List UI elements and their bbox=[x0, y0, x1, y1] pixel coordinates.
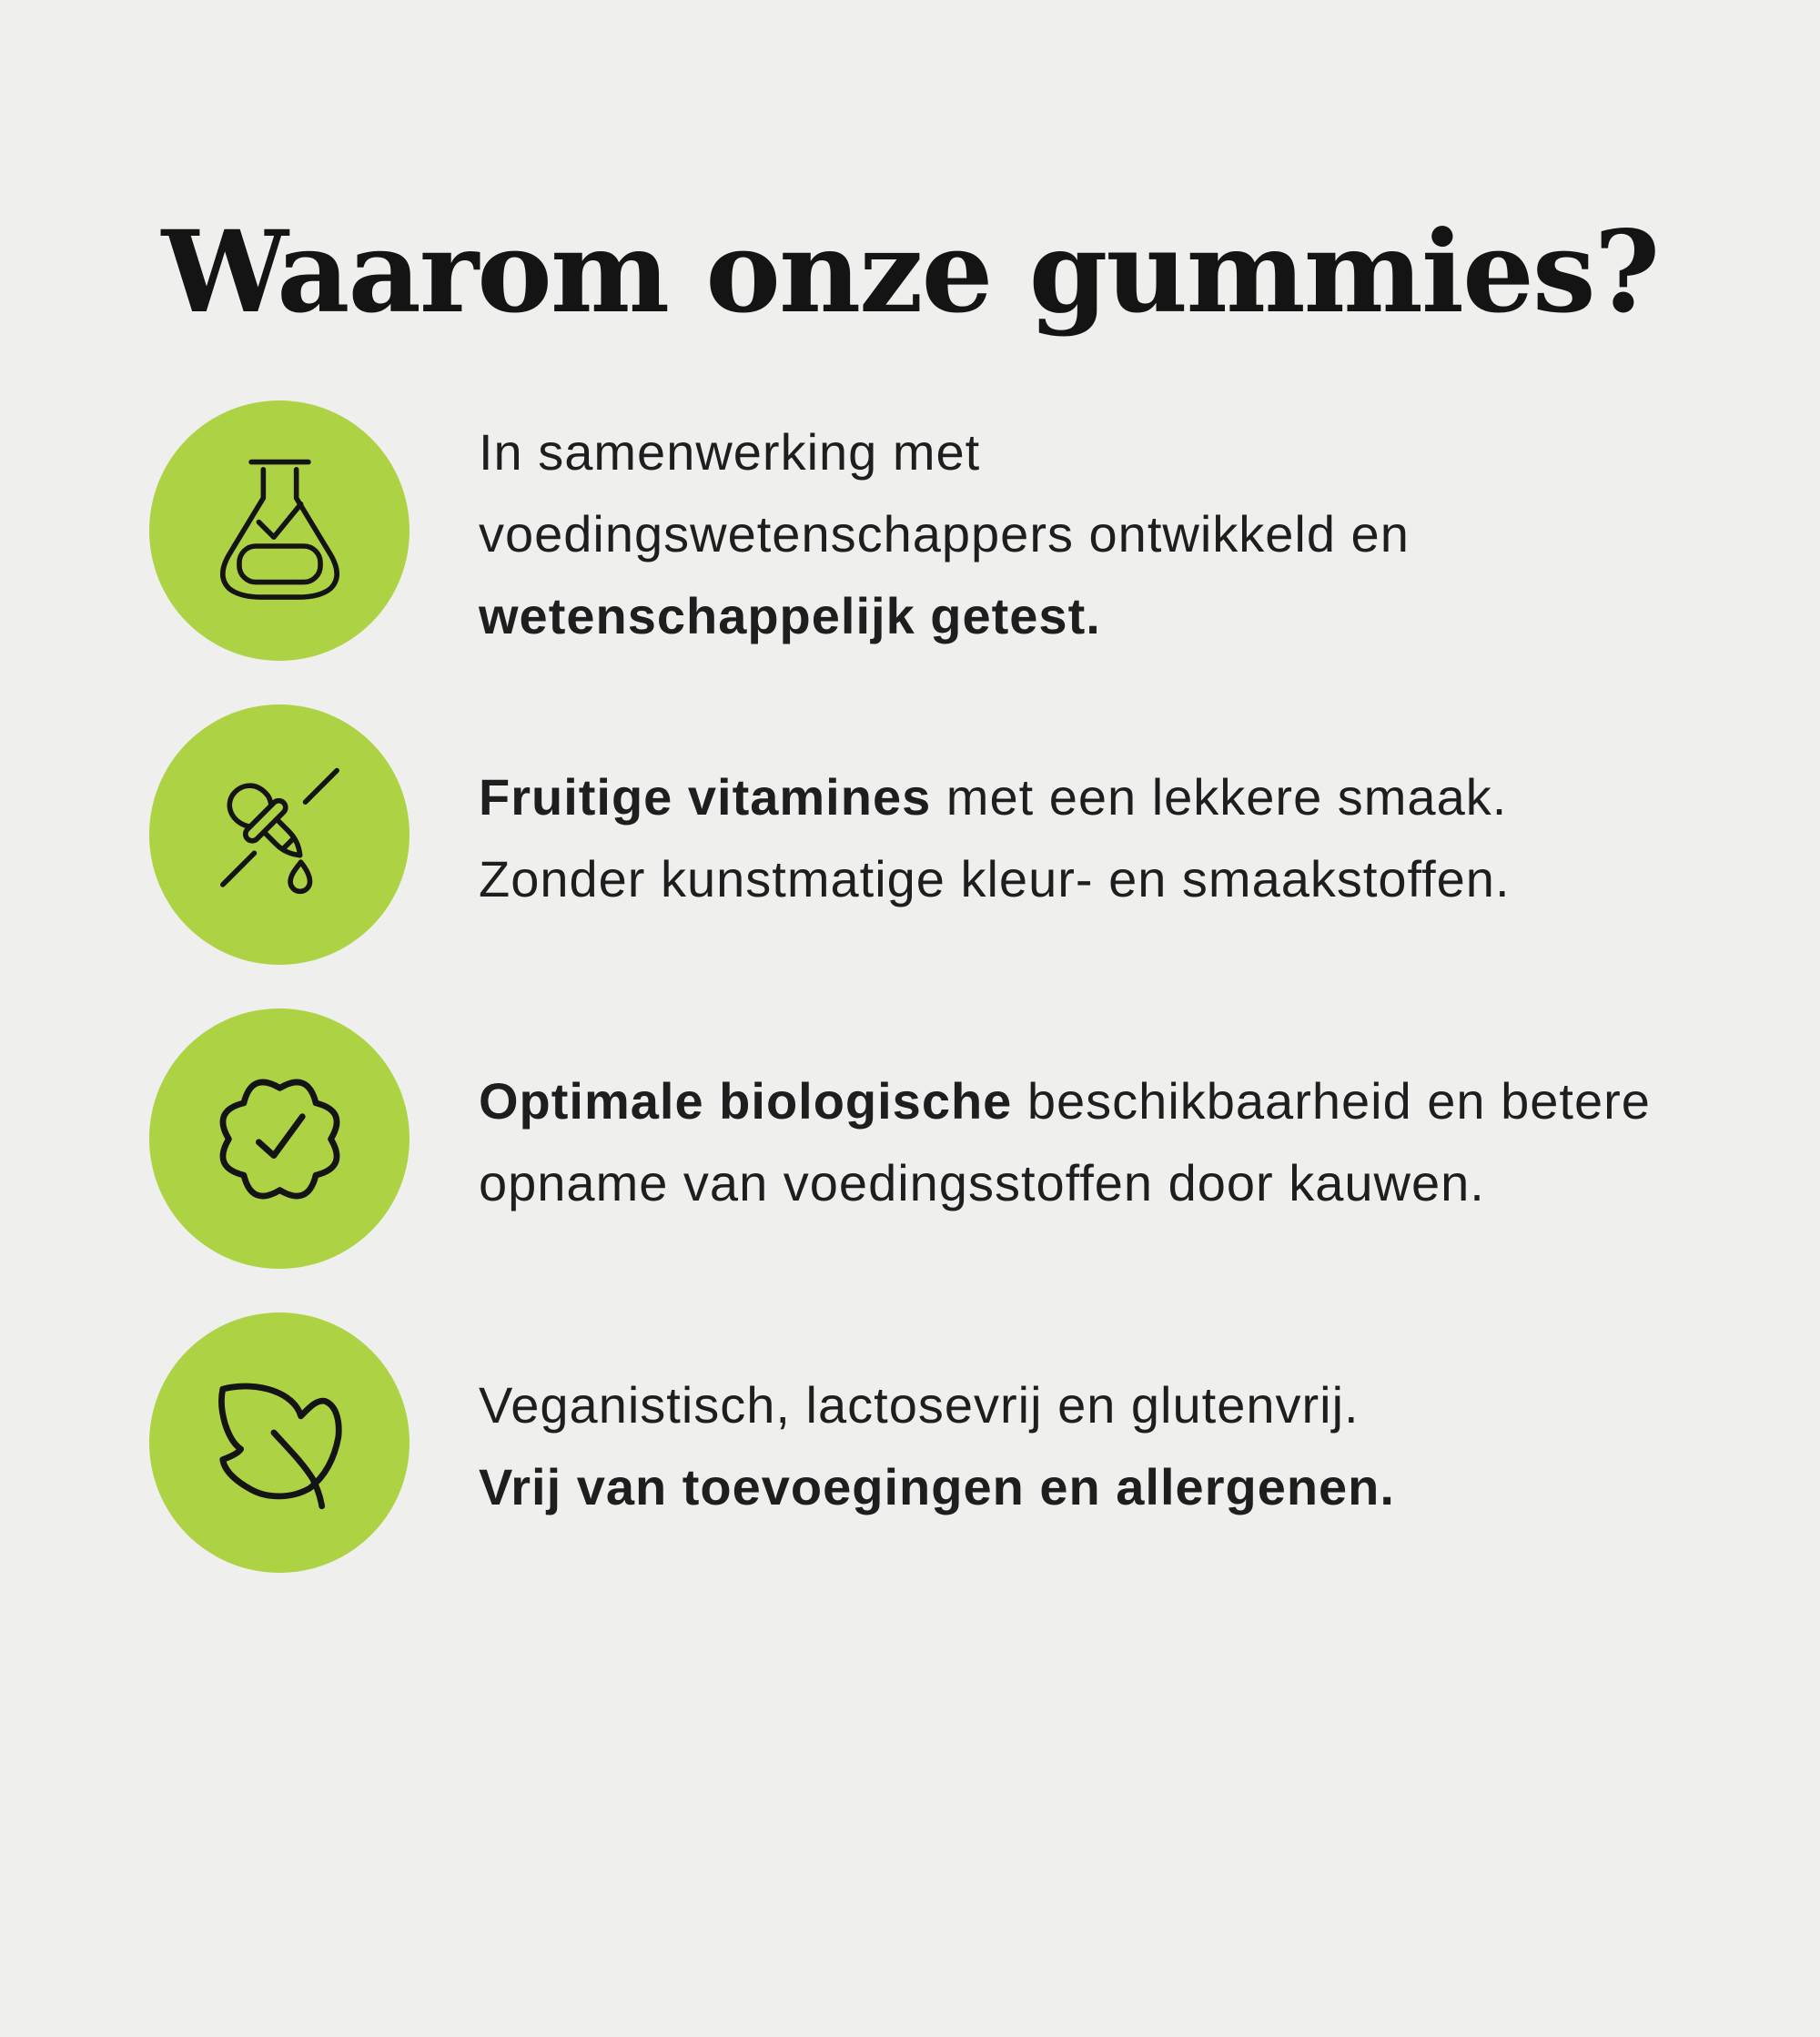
feature-row-no-additives bbox=[149, 704, 1811, 965]
feature-row-science bbox=[149, 400, 1811, 661]
feature-icon-circle bbox=[149, 704, 410, 965]
feature-line: Optimale biologische beschikbaarheid en betere bbox=[479, 1072, 1651, 1130]
feature-line: voedingswetenschappers ontwikkeld en bbox=[479, 505, 1410, 562]
leaf-icon bbox=[205, 1368, 355, 1518]
pipette-slash-icon bbox=[205, 760, 355, 910]
feature-text bbox=[479, 1053, 1651, 1224]
feature-line: Veganistisch, lactosevrij en glutenvrij. bbox=[479, 1376, 1360, 1434]
badge-check-icon bbox=[205, 1064, 355, 1214]
feature-row-vegan bbox=[149, 1312, 1811, 1573]
feature-line: opname van voedingsstoffen door kauwen. bbox=[479, 1154, 1485, 1211]
badge-seal-path bbox=[222, 1081, 336, 1195]
feature-icon-circle bbox=[149, 400, 410, 661]
feature-line: Zonder kunstmatige kleur- en smaakstoffen. bbox=[479, 850, 1511, 907]
feature-icon-circle bbox=[149, 1312, 410, 1573]
flask-check-icon bbox=[205, 456, 355, 606]
feature-text bbox=[479, 404, 1410, 657]
feature-icon-circle bbox=[149, 1008, 410, 1269]
feature-text bbox=[479, 749, 1511, 920]
page-title: Waarom onze gummies? bbox=[161, 207, 1659, 339]
feature-line: wetenschappelijk getest. bbox=[479, 587, 1101, 644]
feature-row-bioavailability bbox=[149, 1008, 1811, 1269]
feature-text bbox=[479, 1357, 1395, 1528]
feature-line: Fruitige vitamines met een lekkere smaak. bbox=[479, 768, 1508, 826]
feature-line: In samenwerking met bbox=[479, 423, 981, 481]
feature-line: Vrij van toevoegingen en allergenen. bbox=[479, 1458, 1395, 1515]
feature-list bbox=[0, 400, 1820, 1573]
